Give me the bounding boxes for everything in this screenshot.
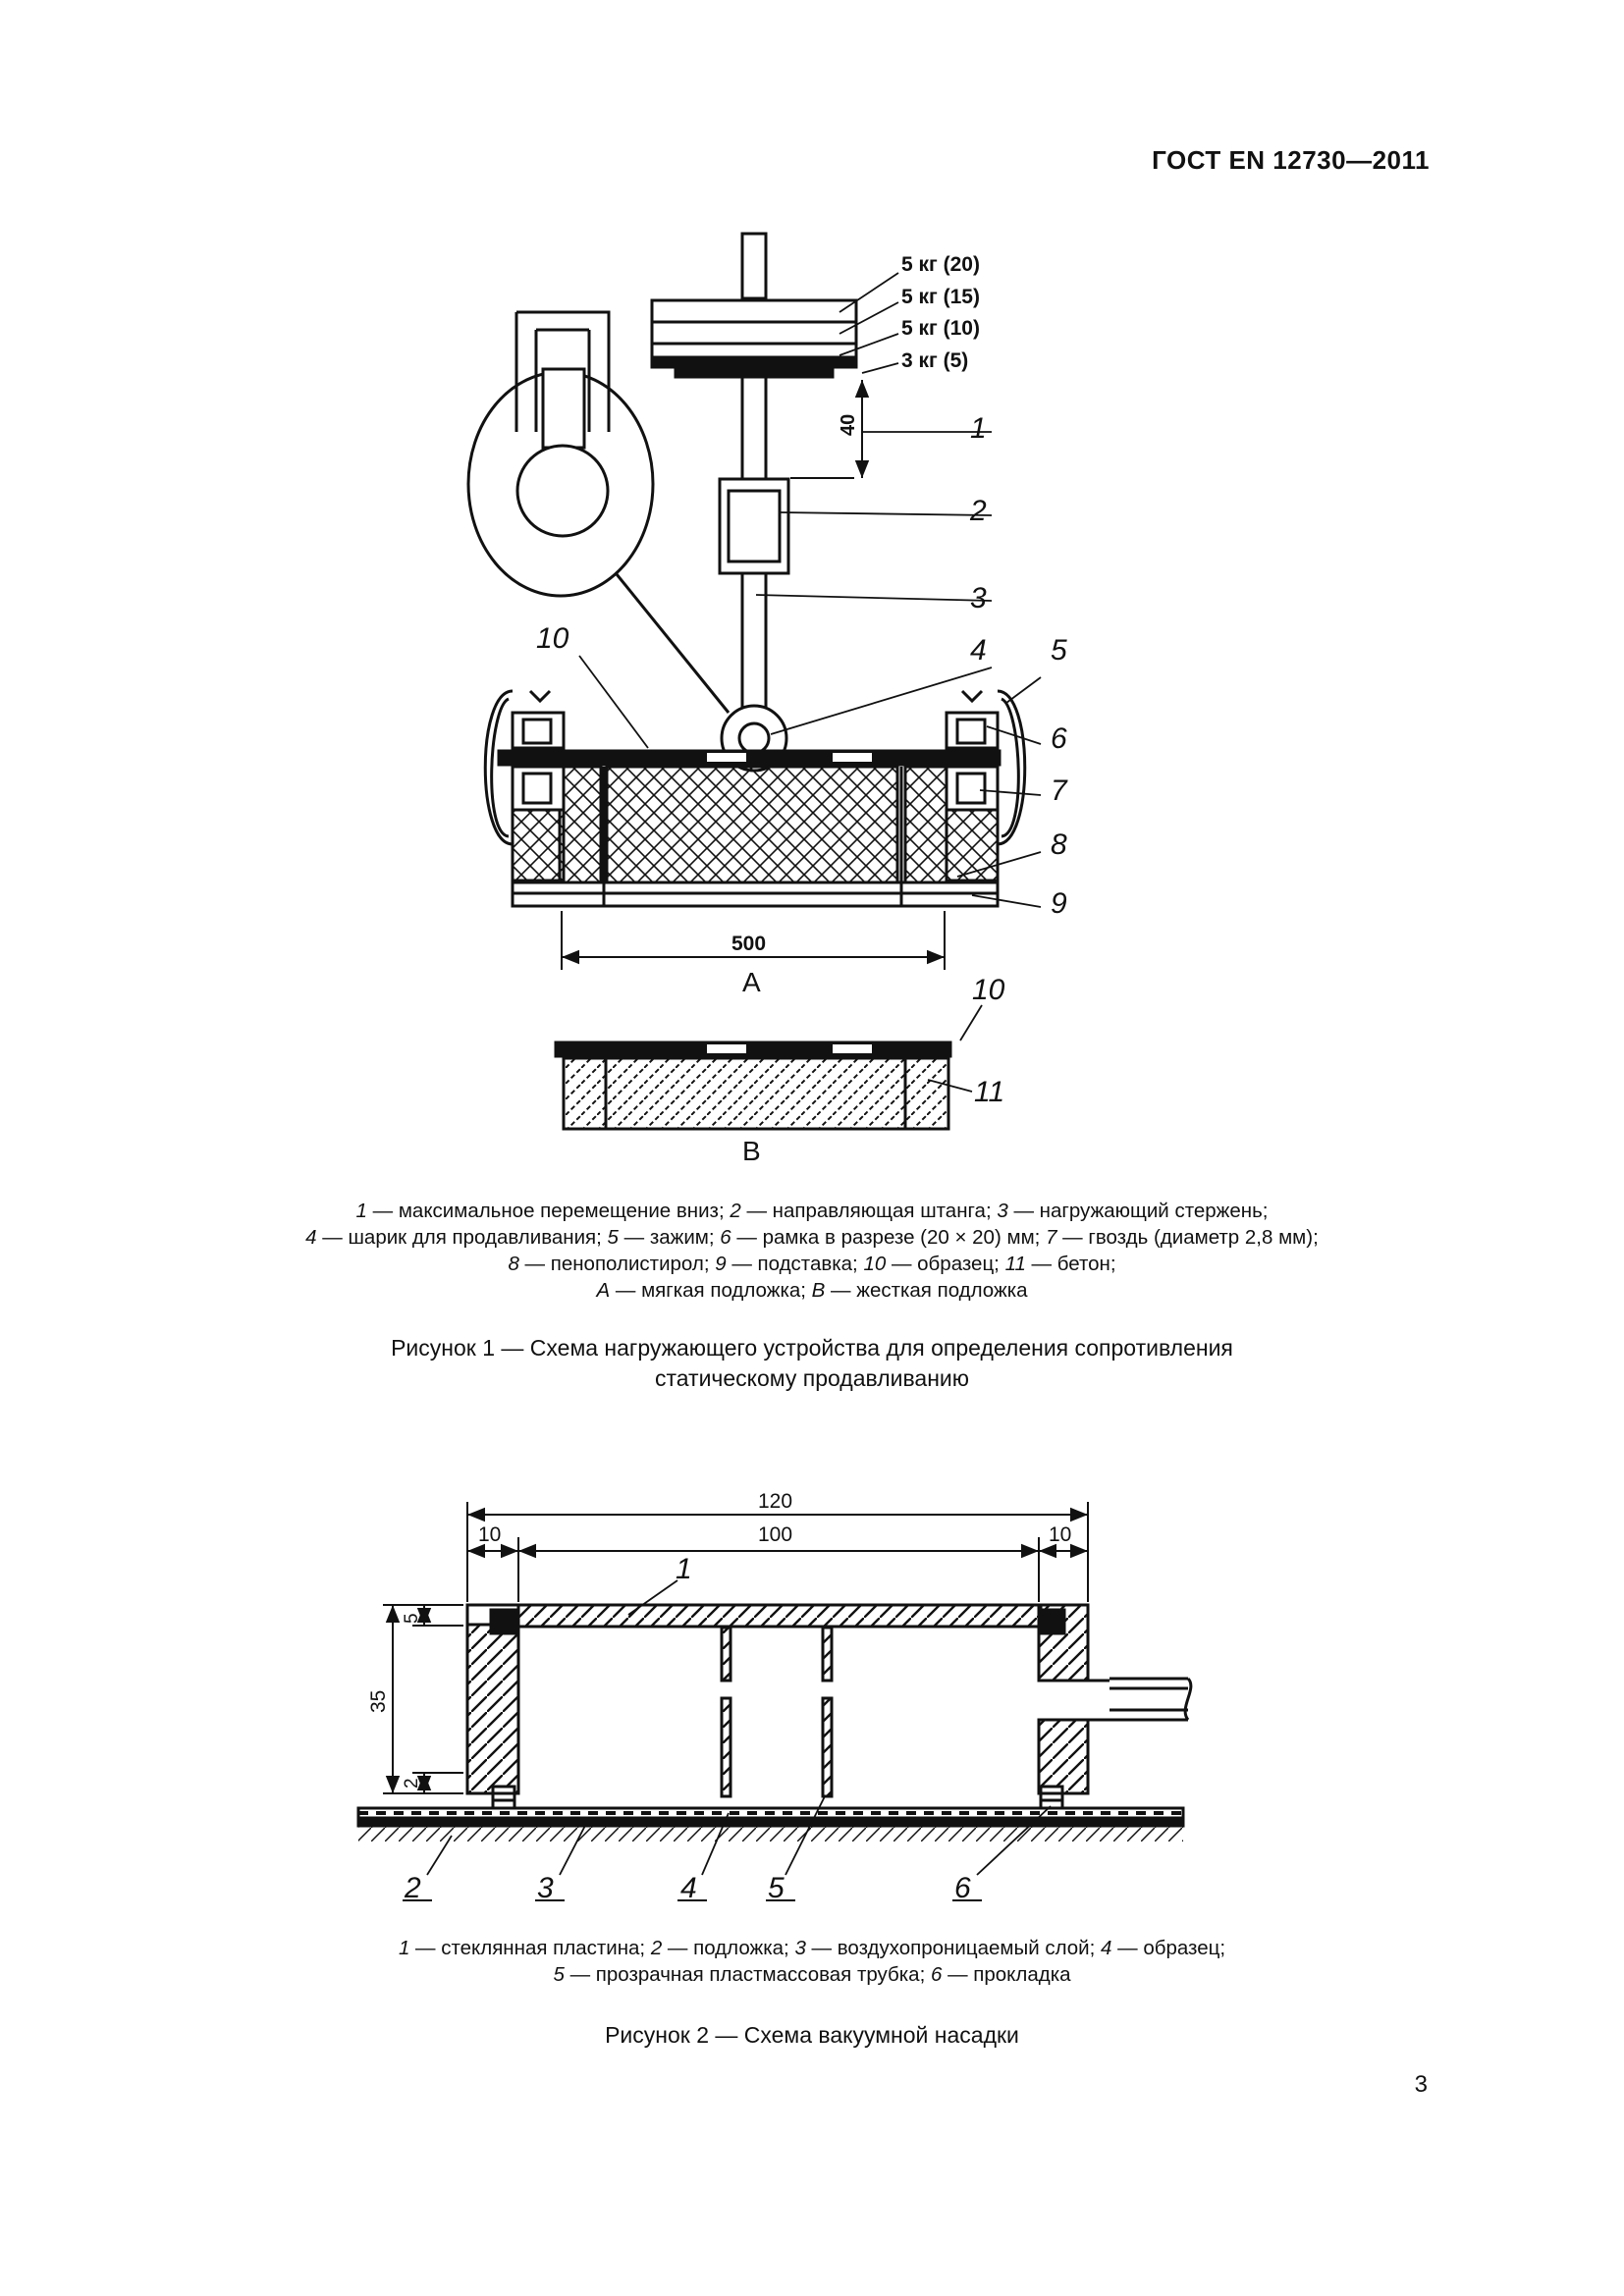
legend-text: — мягкая подложка; (610, 1279, 812, 1302)
legend-text: — рамка в разрезе (20 × 20) мм; (731, 1226, 1047, 1249)
callout-9: 9 (1051, 887, 1067, 920)
callout-7: 7 (1051, 774, 1067, 807)
document-code: ГОСТ EN 12730—2011 (1152, 145, 1430, 175)
legend-text: — прозрачная пластмассовая трубка; (564, 1963, 931, 1986)
glass-plate (491, 1605, 1041, 1627)
legend-text: — подставка; (726, 1253, 864, 1275)
legend-text: — подложка; (662, 1937, 795, 1959)
legend-text: — шарик для продавливания; (316, 1226, 608, 1249)
legend-text: — стеклянная пластина; (409, 1937, 651, 1959)
callout-8: 8 (1051, 828, 1067, 861)
callout-5: 5 (768, 1872, 785, 1904)
legend-key: 6 (720, 1226, 731, 1249)
view-label-a: А (742, 967, 761, 997)
legend-text: — максимальное перемещение вниз; (366, 1200, 731, 1222)
caption-line: Рисунок 2 — Схема вакуумной насадки (605, 2022, 1019, 2048)
legend-key: А (596, 1279, 611, 1302)
legend-text: — воздухопроницаемый слой; (805, 1937, 1102, 1959)
dim-100: 100 (758, 1523, 793, 1546)
weight-label-5: 3 кг (5) (901, 349, 969, 372)
legend-key: 4 (305, 1226, 317, 1249)
dim-2: 2 (402, 1778, 422, 1789)
caption-line-1: Рисунок 1 — Схема нагружающего устройства для определения сопротивления (391, 1335, 1233, 1361)
legend-text: — жесткая подложка (825, 1279, 1028, 1302)
legend-key: 2 (650, 1937, 663, 1959)
callout-2: 2 (970, 495, 987, 527)
legend-key: 6 (930, 1963, 943, 1986)
page-number: 3 (1414, 2071, 1428, 2098)
weight-label-10: 5 кг (10) (901, 317, 980, 340)
legend-text: — пенополистирол; (518, 1253, 716, 1275)
legend-line (0, 1961, 1624, 1988)
dim-120: 120 (758, 1490, 793, 1513)
legend-key: 7 (1046, 1226, 1057, 1249)
legend-line (0, 1935, 1624, 1961)
legend-text: — гвоздь (диаметр 2,8 мм); (1056, 1226, 1319, 1249)
legend-text: — нагружающий стержень; (1007, 1200, 1269, 1222)
view-label-b: В (742, 1136, 761, 1166)
legend-text: — образец; (886, 1253, 1005, 1275)
dim-40: 40 (838, 413, 859, 436)
legend-key: 5 (553, 1963, 565, 1986)
legend-key: 4 (1101, 1937, 1112, 1959)
substrate (358, 1826, 1183, 1842)
legend-key: 3 (997, 1200, 1008, 1222)
legend-key: 1 (398, 1937, 410, 1959)
legend-key: 5 (607, 1226, 619, 1249)
dim-35: 35 (367, 1689, 390, 1713)
legend-key: 11 (1004, 1253, 1026, 1275)
callout-3: 3 (537, 1872, 554, 1904)
legend-text: — направляющая штанга; (740, 1200, 998, 1222)
callout-3: 3 (970, 582, 987, 614)
dim-5: 5 (402, 1613, 422, 1624)
figure-2-legend (0, 1935, 1624, 1988)
callout-2: 2 (405, 1872, 421, 1904)
legend-text: — зажим; (618, 1226, 721, 1249)
callout-10a: 10 (536, 622, 569, 655)
dim-10-left: 10 (478, 1523, 502, 1546)
weight-label-15: 5 кг (15) (901, 286, 980, 308)
dim-10-right: 10 (1049, 1523, 1072, 1546)
callout-4: 4 (680, 1872, 697, 1904)
legend-text: — прокладка (942, 1963, 1071, 1986)
callout-6: 6 (1051, 722, 1067, 755)
callout-11: 11 (974, 1076, 1005, 1108)
figure-2-caption (0, 2020, 1624, 2051)
caption-line-2: статическому продавливанию (654, 1365, 970, 1391)
legend-text: — бетон; (1025, 1253, 1116, 1275)
dim-500: 500 (731, 933, 767, 955)
legend-key: В (811, 1279, 826, 1302)
legend-text: — образец; (1111, 1937, 1226, 1959)
callout-10b: 10 (972, 974, 1005, 1006)
callout-4: 4 (970, 634, 987, 667)
plastic-tube (1110, 1679, 1191, 1720)
callout-6: 6 (954, 1872, 971, 1904)
callout-5: 5 (1051, 634, 1067, 667)
legend-key: 9 (715, 1253, 727, 1275)
callout-1: 1 (970, 412, 987, 445)
legend-key: 3 (794, 1937, 806, 1959)
callout-1: 1 (676, 1553, 692, 1585)
legend-key: 1 (355, 1200, 367, 1222)
legend-key: 10 (863, 1253, 887, 1275)
weight-label-20: 5 кг (20) (901, 253, 980, 276)
legend-key: 8 (508, 1253, 519, 1275)
legend-key: 2 (730, 1200, 741, 1222)
